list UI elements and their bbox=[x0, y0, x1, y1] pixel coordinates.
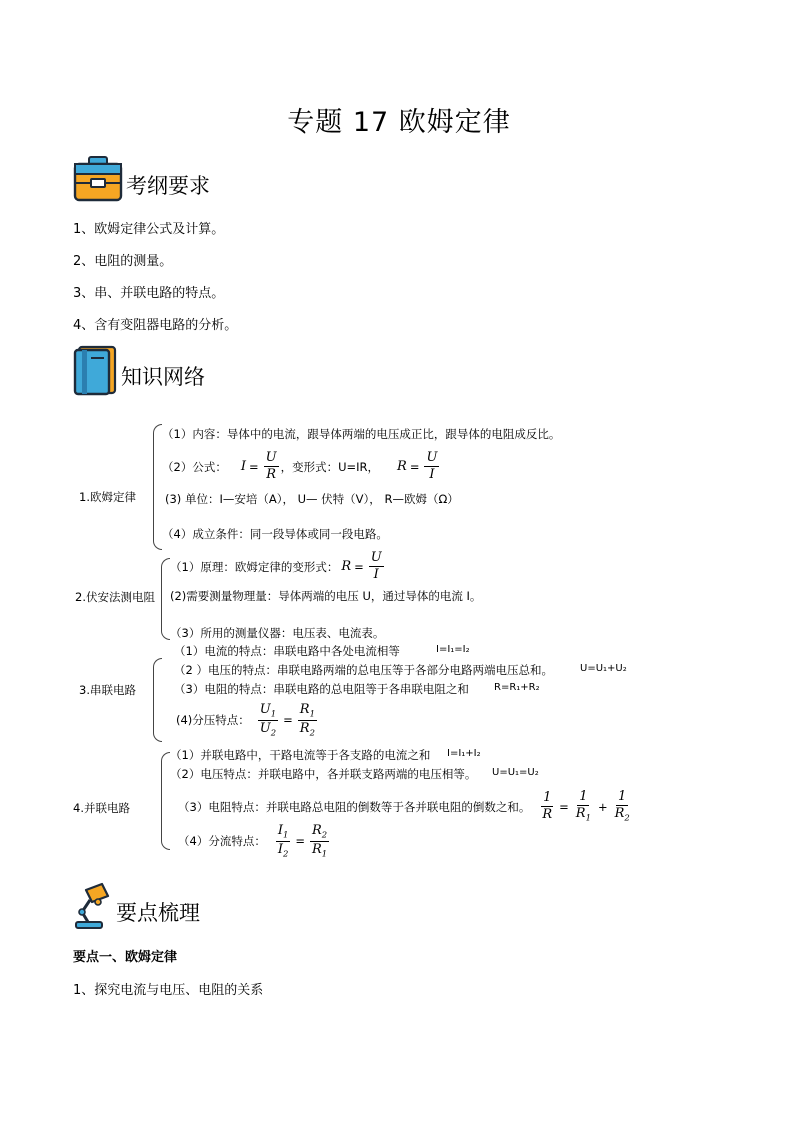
requirement-item-4: 4、含有变阻器电路的分析。 bbox=[73, 318, 238, 333]
fraction-U1-over-U2 bbox=[258, 703, 278, 738]
subscript: 2 bbox=[624, 812, 630, 823]
parallel-current: （1）并联电路中，干路电流等于各支路的电流之和 bbox=[170, 748, 431, 762]
subscript: 1 bbox=[321, 848, 328, 859]
subscript: 2 bbox=[321, 829, 328, 840]
fraction-U-over-R bbox=[264, 451, 279, 483]
numerator: I bbox=[277, 823, 283, 838]
numerator: U bbox=[259, 702, 271, 717]
book-icon bbox=[73, 344, 121, 396]
series-voltage-division bbox=[176, 703, 319, 738]
ohms-law-formula bbox=[162, 451, 441, 483]
voltammetry-quantities: (2)需要测量物理量：导体两端的电压 U，通过导体的电流 I。 bbox=[170, 589, 482, 603]
voltammetry-principle bbox=[170, 551, 386, 583]
fraction-R2-over-R1 bbox=[310, 824, 329, 859]
subscript: 1 bbox=[585, 812, 591, 823]
series-voltage: （2 ）电压的特点：串联电路两端的总电压等于各部分电路两端电压总和。 bbox=[174, 663, 553, 677]
numerator: U bbox=[264, 451, 279, 467]
ohms-law-conditions: （4）成立条件：同一段导体或同一段电路。 bbox=[162, 527, 388, 541]
denominator: R bbox=[266, 467, 276, 483]
subscript: 2 bbox=[270, 727, 277, 738]
requirement-item-1: 1、欧姆定律公式及计算。 bbox=[73, 222, 225, 237]
denominator: R bbox=[299, 720, 310, 736]
series-resistance-formula: R=R₁+R₂ bbox=[494, 682, 540, 693]
current-division-label: （4）分流特点： bbox=[178, 834, 266, 849]
fraction-R1-over-R2 bbox=[298, 703, 317, 738]
formula-label: （2）公式： bbox=[162, 459, 227, 474]
group-label-voltammetry: 2.伏安法测电阻 bbox=[75, 590, 155, 604]
keypoints-subheading: 要点一、欧姆定律 bbox=[73, 950, 178, 965]
fraction-1-over-R bbox=[540, 791, 554, 823]
equals-sign: = bbox=[283, 713, 293, 728]
formula-I: I bbox=[240, 459, 246, 475]
group-brace bbox=[153, 658, 162, 742]
numerator: U bbox=[424, 451, 439, 467]
plus-sign: + bbox=[597, 799, 608, 814]
series-current-formula: I=I₁=I₂ bbox=[436, 644, 470, 655]
numerator: 1 bbox=[541, 791, 553, 807]
parallel-voltage-formula: U=U₁=U₂ bbox=[492, 767, 539, 778]
fraction-1-over-R2 bbox=[613, 790, 632, 823]
desk-lamp-icon bbox=[72, 882, 116, 930]
denominator: U bbox=[259, 720, 271, 736]
subscript: 2 bbox=[309, 727, 315, 738]
requirements-heading: 考纲要求 bbox=[126, 174, 210, 198]
fraction-1-over-R1 bbox=[574, 790, 593, 823]
network-heading: 知识网络 bbox=[121, 365, 205, 389]
fraction-I1-over-I2 bbox=[276, 824, 291, 859]
parallel-resistance bbox=[178, 790, 634, 823]
voltammetry-instruments: （3）所用的测量仪器：电压表、电流表。 bbox=[170, 626, 385, 640]
fraction-U-over-I bbox=[424, 451, 439, 483]
series-resistance: （3）电阻的特点：串联电路的总电阻等于各串联电阻之和 bbox=[174, 682, 469, 696]
parallel-current-division bbox=[178, 824, 331, 859]
numerator: 1 bbox=[616, 790, 628, 806]
group-brace bbox=[161, 558, 170, 640]
voltage-division-label: (4)分压特点： bbox=[176, 713, 250, 728]
denominator: I bbox=[373, 567, 379, 583]
series-current: （1）电流的特点：串联电路中各处电流相等 bbox=[174, 644, 400, 658]
keypoints-heading: 要点梳理 bbox=[116, 901, 200, 925]
equals-sign: = bbox=[559, 799, 569, 814]
group-label-series: 3.串联电路 bbox=[79, 683, 136, 697]
equals-sign: = bbox=[248, 459, 259, 474]
denominator: R bbox=[311, 841, 322, 857]
subscript: 2 bbox=[282, 848, 289, 859]
fraction-U-over-I bbox=[369, 551, 384, 583]
formula-R: R bbox=[341, 559, 352, 575]
parallel-voltage: （2）电压特点：并联电路中，各并联支路两端的电压相等。 bbox=[170, 767, 477, 781]
equals-sign: = bbox=[295, 834, 305, 849]
requirement-item-2: 2、电阻的测量。 bbox=[73, 254, 173, 269]
subscript: 1 bbox=[309, 708, 315, 719]
denominator: R bbox=[542, 807, 553, 823]
series-voltage-formula: U=U₁+U₂ bbox=[580, 663, 627, 674]
parallel-resistance-label: （3）电阻特点：并联电路总电阻的倒数等于各并联电阻的倒数之和。 bbox=[178, 799, 531, 814]
ohms-law-units: (3) 单位：I—安培（A）， U— 伏特（V）， R—欧姆（Ω） bbox=[165, 492, 459, 506]
subscript: 1 bbox=[270, 708, 277, 719]
page-title: 专题 17 欧姆定律 bbox=[287, 107, 511, 138]
formula-R: R bbox=[397, 459, 407, 475]
keypoints-item: 1、探究电流与电压、电阻的关系 bbox=[73, 983, 264, 998]
denominator: I bbox=[277, 841, 283, 857]
parallel-current-formula: I=I₁+I₂ bbox=[447, 748, 481, 759]
requirement-item-3: 3、串、并联电路的特点。 bbox=[73, 286, 225, 301]
equals-sign: = bbox=[409, 459, 420, 474]
denominator: R bbox=[575, 806, 586, 822]
group-brace bbox=[153, 424, 162, 550]
subscript: 1 bbox=[282, 829, 289, 840]
equals-sign: = bbox=[354, 559, 364, 574]
denominator: I bbox=[429, 467, 435, 483]
numerator: R bbox=[299, 702, 310, 717]
ohms-law-content: （1）内容：导体中的电流，跟导体两端的电压成正比，跟导体的电阻成反比。 bbox=[162, 427, 561, 441]
variant-label: ，变形式：U=IR， bbox=[280, 459, 380, 474]
numerator: U bbox=[369, 551, 384, 567]
numerator: 1 bbox=[577, 790, 589, 806]
denominator: R bbox=[614, 806, 625, 822]
principle-label: （1）原理：欧姆定律的变形式： bbox=[170, 559, 339, 574]
group-label-parallel: 4.并联电路 bbox=[73, 801, 130, 815]
group-label-ohms-law: 1.欧姆定律 bbox=[79, 490, 136, 504]
toolbox-icon bbox=[73, 155, 123, 203]
group-brace bbox=[161, 752, 170, 850]
numerator: R bbox=[311, 823, 322, 838]
